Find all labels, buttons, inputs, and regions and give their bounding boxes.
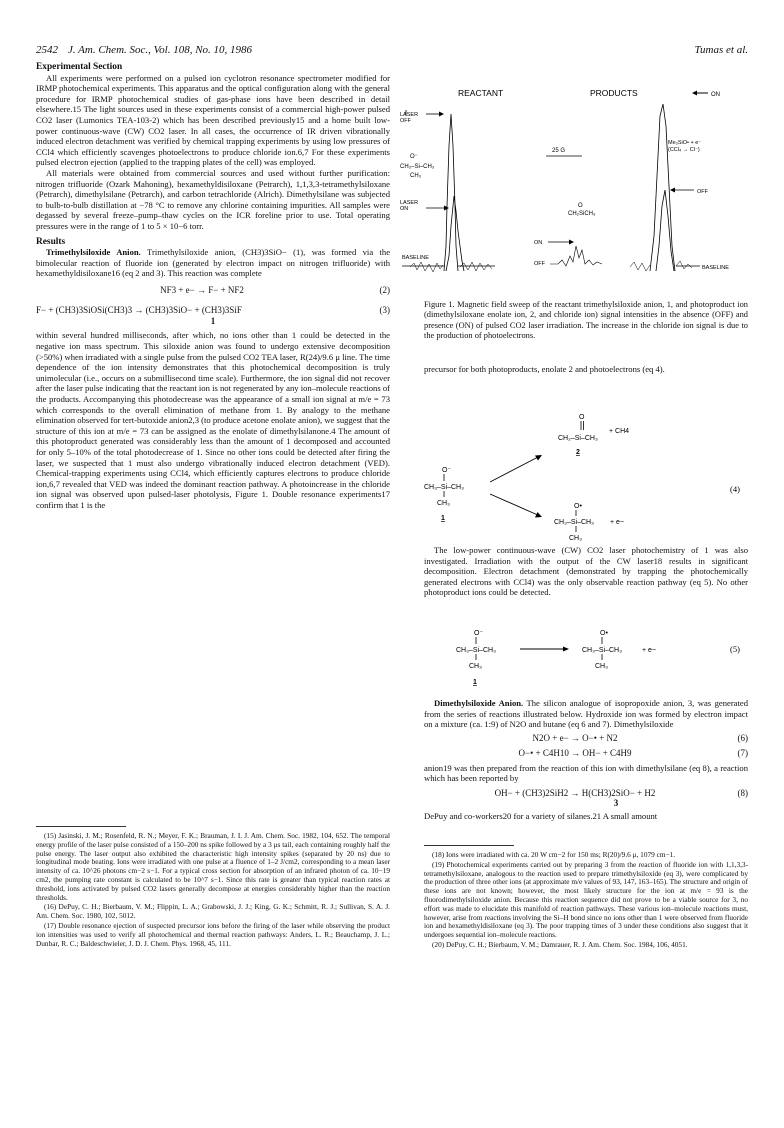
subheading-dimethylsiloxide: Dimethylsiloxide Anion. <box>434 698 524 708</box>
journal-citation: J. Am. Chem. Soc., Vol. 108, No. 10, 1986 <box>68 44 253 56</box>
right-column <box>424 364 748 375</box>
equation-6-number: (6) <box>737 732 748 743</box>
laser-on-line1: LASER <box>400 200 419 206</box>
eq4-number: (4) <box>730 484 740 494</box>
product-label <box>668 140 703 153</box>
right-paragraph-1: precursor for both photoproducts, enolate 2 and photoelectrons (eq 4). <box>424 364 665 374</box>
experimental-paragraph-2: All materials were obtained from commercial sources and used without further purification: nitrogen trifluoride (Ozark Mahoning), hexamethyldisiloxane (Petrarch), 1,1,3,3-tetramethylsiloxane (Petrarch), dimethylsilane (Petrarch), and carbon tetrachloride (Alrich). Dimethylsilane was subjected to bulb-to-bulb distillation at −78 °C to remove any chlorine containing impurities. All samples were degassed by several freeze–pump–thaw cycles on the ICR foreline prior to use. Total operating pressures were in the range of 1 to 5 × 10−6 torr. <box>36 167 390 231</box>
eq5-number: (5) <box>730 644 740 654</box>
equation-6 <box>424 733 748 748</box>
reactant-structure <box>400 154 436 179</box>
equation-2-expr: NF3 + e− → F− + NF2 <box>160 284 244 295</box>
arrow-on-top-head <box>692 91 697 96</box>
chloride-peak-on <box>650 104 675 271</box>
equation-5-scheme <box>424 626 748 694</box>
label-baseline-left: BASELINE <box>402 255 429 261</box>
eq5-product-molecule: CH₃–Si–CH₃ <box>582 647 622 654</box>
footnote-rule-right <box>424 845 514 846</box>
label-laser-off <box>400 112 420 124</box>
footnote-15: (15) Jasinski, J. M.; Rosenfeld, R. N.; Meyer, F. K.; Brauman, J. I. J. Am. Chem. Soc. 1982, 104, 652. The temporal energy profile of the laser pulse consisted of a 150–200 ns spike followed by a 3 μs tail, each containing roughly half the pulse energy. The laser output also exhibited the characteristic high intensity spikes (separated by 20 ns) due to longitudinal mode beating. Ions were irradiated with one pulse at a fluence of 1–2 J/cm2, corresponding to a mean laser intensity of ca. 10^26 photons cm−2 s−1. For a typical cross section for absorption of an infrared photon of ca. 10−19 cm2, the pumping rate constant is calculated to be 10^7 s−1. Since this rate is greater than typical reaction rates at threshold, ions activated by pulsed CO2 lasers generally decompose at energies considerably higher than the reaction thresholds. <box>36 831 390 902</box>
right-paragraph-3 <box>424 698 748 730</box>
footnote-rule-left <box>36 826 126 827</box>
eq4-bottom-molecule: CH₃–Si–CH₃ <box>554 519 594 526</box>
arrow-on-small-head <box>569 240 574 245</box>
footnotes-left <box>36 832 390 949</box>
right-paragraph-2: The low-power continuous-wave (CW) CO2 laser photochemistry of 1 was also investigated. Irradiation with the output of the CW laser18 results in significant decomposition. Electron detachment (demonstrated by trapping the photochemically generated electrons with CCl4) was the only observable reaction pathway (eq 5). No other photoproduct ions could be detected. <box>424 545 748 598</box>
enolate-peak <box>550 246 602 266</box>
equation-8-number: (8) <box>737 787 748 798</box>
footnote-19: (19) Photochemical experiments carried out by preparing 3 from the reaction of fluoride ion with 1,1,3,3-tetramethylsiloxane, analogous to the reaction used to prepare trimethylsiloxide (eq 3), were complicated by the production of three other ions (at approximate m/e values of 93, 147, 163–165). The structure and origin of these ions are not known; however, the most likely structure for the ion at m/e = 93 is the fluorodimethylsiloxide anion. Because this reaction sequence did not prove to be a viable source for 3, no effort was made to elucidate this manifold of reaction pathways. These various ion–molecule reactions must, however, arise from reactions involving the Si–H bond since no ions other than 1 were observed from fluoride ion and hexamethyldisiloxane (eq 3). The poor trapping times of 3 under these conditions also suggest that it undergoes sequential ion–molecule reactions. <box>424 859 748 940</box>
label-on-small: ON <box>534 240 543 246</box>
noise-left <box>410 262 492 272</box>
reactant-peak-off <box>444 114 458 271</box>
section-heading-experimental: Experimental Section <box>36 62 123 72</box>
page-number: 2542 <box>36 44 58 56</box>
equation-6-expr: N2O + e− → O−• + N2 <box>532 732 618 743</box>
left-column <box>36 62 390 511</box>
footnote-16: (16) DePuy, C. H.; Bierbaum, V. M.; Flippin, L. A.; Grabowski, J. J.; King, G. K.; Schmitt, R. J.; Sullivan, S. A. J. Am. Chem. Soc. 1980, 102, 5012. <box>36 902 390 921</box>
results-paragraph-1 <box>36 247 390 279</box>
eq4-reactant-label: 1 <box>441 515 445 522</box>
product-label-line1: Me₃SiO• + e⁻ <box>668 140 702 146</box>
reactant-struct-line2: CH₃–Si–CH₃ <box>400 164 435 170</box>
equation-4-scheme <box>424 410 748 545</box>
equation-7 <box>424 748 748 763</box>
eq4-arrow-up <box>490 456 540 482</box>
label-off-right: OFF <box>697 189 708 195</box>
subheading-trimethylsiloxide: Trimethylsiloxide Anion. <box>46 247 141 258</box>
right-paragraph-4: anion19 was then prepared from the reaction of this ion with dimethylsilane (eq 8), a reaction which has been reported by <box>424 762 748 784</box>
equation-3-label: 1 <box>210 315 216 326</box>
results-paragraph-2: within several hundred milliseconds, after which, no ions other than 1 could be detected in the negative ion mass spectrum. This siloxide anion was found to undergo extensive decomposition (>50%) when irradiated with a single pulse from the pulsed CO2 TEA laser, R(24)/9.6 μ line. The time dependence of the ion intensity demonstrates that this photochemical decomposition is truly unimolecular (i.e., occurs on a submillisecond time scale). Furthermore, the ion signal did not recover after the laser pulse indicating that the reactant ion is not regenerated by any ion–molecule reactions of the products. Accompanying this photodecrease was the appearance of a small ion signal at m/e = 73 which corresponds to the overall elimination of methane from 1. By analogy to the methane elimination observed for tert-butoxide anion2,3 (to produce acetone enolate anion), we suggest that the structure of this ion at m/e = 73 can be assigned as the enolate of dimethylsilanone.4 The amount of this photoproduct generated was considerably less than the amount of 1 decomposed and accounted for only 5–10% of the total photodecrease of 1. Since no other ions could be detected after firing the laser, we suspected that 1 must also undergo vibrationally induced electron detachment (VED). Chemical-trapping experiments using CCl4, which efficiently captures electrons to produce chloride ion,6,7 revealed that VED was indeed the dominant reaction pathway. A photoincrease in the chloride ion signal was observed upon pulsed-laser photolysis, Figure 1. Double resonance experiments17 confirm that 1 is the <box>36 330 390 510</box>
eq4-reactant-molecule: CH₃–Si–CH₃ <box>424 484 464 491</box>
eq5-product-ch3: CH₃ <box>595 663 608 670</box>
eq4-reactant-o: O⁻ <box>442 467 452 474</box>
footnote-17: (17) Double resonance ejection of suspected precursor ions before the firing of the laser while observing the product ion intensities was used to verify all photochemical and thermal reaction pathways: Anders, L. R.; Beauchamp, J. L.; Dunbar, R. C.; Baldeschwieler, J. D. J. Chem. Phys. 1968, 45, 111. <box>36 920 390 948</box>
label-laser-on <box>400 200 420 212</box>
figure-1-caption: Figure 1. Magnetic field sweep of the reactant trimethylsiloxide anion, 1, and photoproduct ion (dimethylsiloxane enolate ion, 2, and chloride ion) signal intensities in the absence (OFF) and presence (ON) of pulsed CO2 laser irradiation. The increase in the chloride ion signal is due to the production of photoelectrons. <box>424 300 748 341</box>
right-column-2 <box>424 545 748 598</box>
reactant-struct-line3: CH₃ <box>410 173 422 179</box>
equation-3 <box>36 305 390 320</box>
enolate-struct-line2: CH₂SiCH₃ <box>568 211 596 217</box>
label-on-top: ON <box>711 92 720 98</box>
figure-1-spectrum <box>400 86 748 296</box>
equation-2 <box>36 285 390 300</box>
equation-3-number: (3) <box>379 304 390 315</box>
experimental-paragraph-1: All experiments were performed on a pulsed ion cyclotron resonance spectrometer modified for IRMP photochemical experiments. This apparatus and the optical configuration along with the general procedure for IRMP photochemical studies of gas-phase ions have been described in detail elsewhere.15 The light sources used in these experiments consist of a commercial high-power pulsed CO2 laser (Lumonics TEA-103-2) which has been described previously15 and a home built low-power continuous-wave (CW) CO2 laser. In all cases, the occurrence of IR driven vibrationally induced electron detachment was verified by chemical trapping experiments by using low pressures of CCl4 which efficiently scavenges photoelectrons to produce chloride ion.6,7 For these experiments pulsed electron ejection (applied to the trapping plates of the cell) was employed. <box>36 72 390 168</box>
equation-3-expr: F− + (CH3)3SiOSi(CH3)3 → (CH3)3SiO− + (CH3)3SiF <box>36 304 242 315</box>
eq4-top-label: 2 <box>576 449 580 456</box>
eq5-reactant-ch3: CH₃ <box>469 663 482 670</box>
footnotes-right <box>424 851 748 951</box>
label-scale: 25 G <box>552 148 566 154</box>
laser-on-line2: ON <box>400 206 409 212</box>
arrow-laser-off-head <box>439 112 444 117</box>
eq5-reactant-label: 1 <box>473 679 477 686</box>
eq4-bottom-ch3: CH₃ <box>569 535 582 542</box>
eq4-bottom-product: + e− <box>610 519 625 526</box>
enolate-struct-line1: O <box>578 203 583 209</box>
laser-off-line1: LASER <box>400 112 419 118</box>
right-paragraph-5: DePuy and co-workers20 for a variety of silanes.21 A small amount <box>424 810 658 821</box>
eq5-product-o: O• <box>600 630 608 637</box>
right-column-3 <box>424 698 748 821</box>
eq5-reactant-o: O⁻ <box>474 630 484 637</box>
arrow-laser-on-head <box>444 206 449 211</box>
eq5-product-extra: + e− <box>642 647 657 654</box>
enolate-structure <box>568 203 596 217</box>
equation-8-expr: OH− + (CH3)2SiH2 → H(CH3)2SiO− + H2 <box>494 787 656 798</box>
eq4-top-molecule: CH₂–Si–CH₃ <box>558 435 598 442</box>
equation-7-number: (7) <box>737 747 748 758</box>
running-authors: Tumas et al. <box>694 44 748 56</box>
eq4-bottom-o: O• <box>574 503 582 510</box>
eq5-reactant-molecule: CH₃–Si–CH₃ <box>456 647 496 654</box>
results-paragraph-1-text: Trimethylsiloxide anion, (CH3)3SiO− (1), was formed via the bimolecular reaction of fluoride ion (generated by electron impact on nitrogen trifluoride) with hexamethyldisiloxane16 (eq 2 and 3). This reaction was complete <box>36 247 391 279</box>
eq4-arrow-down <box>490 494 540 516</box>
equation-4 <box>424 410 748 545</box>
footnote-20: (20) DePuy, C. H.; Bierbaum, V. M.; Damrauer, R. J. Am. Chem. Soc. 1984, 106, 4051. <box>432 939 688 949</box>
eq5-arrow-head <box>563 647 569 652</box>
eq4-reactant-ch3: CH₃ <box>437 500 450 507</box>
equation-2-number: (2) <box>379 284 390 295</box>
label-reactant: REACTANT <box>458 88 504 98</box>
eq4-top-o: O <box>579 414 585 421</box>
equation-8-label: 3 <box>613 797 619 808</box>
equation-8 <box>424 788 748 803</box>
laser-off-line2: OFF <box>400 118 411 124</box>
label-products: PRODUCTS <box>590 88 638 98</box>
eq4-top-product: + CH4 <box>609 428 630 435</box>
reactant-struct-line1: O⁻ <box>410 154 418 160</box>
equation-5 <box>424 626 748 694</box>
product-label-line2: (CCl₄ → Cl⁻) <box>668 147 700 153</box>
section-heading-results: Results <box>36 236 66 247</box>
label-baseline-right: BASELINE <box>702 265 729 271</box>
equation-7-expr: O−• + C4H10 → OH− + C4H9 <box>518 747 632 758</box>
footnote-18: (18) Ions were irradiated with ca. 20 W cm−2 for 150 ms; R(20)/9.6 μ, 1079 cm−1. <box>432 850 676 859</box>
right-paragraph-3-text: The silicon analogue of isopropoxide anion, 3, was generated from the series of reactions illustrated below. Hydroxide ion was formed by electron impact on a mixture (ca. 1:9) of N2O and butane (eq 6 and 7). Dimethylsiloxide <box>424 698 748 730</box>
label-off-small: OFF <box>534 261 545 267</box>
arrow-off-right-head <box>670 188 675 193</box>
